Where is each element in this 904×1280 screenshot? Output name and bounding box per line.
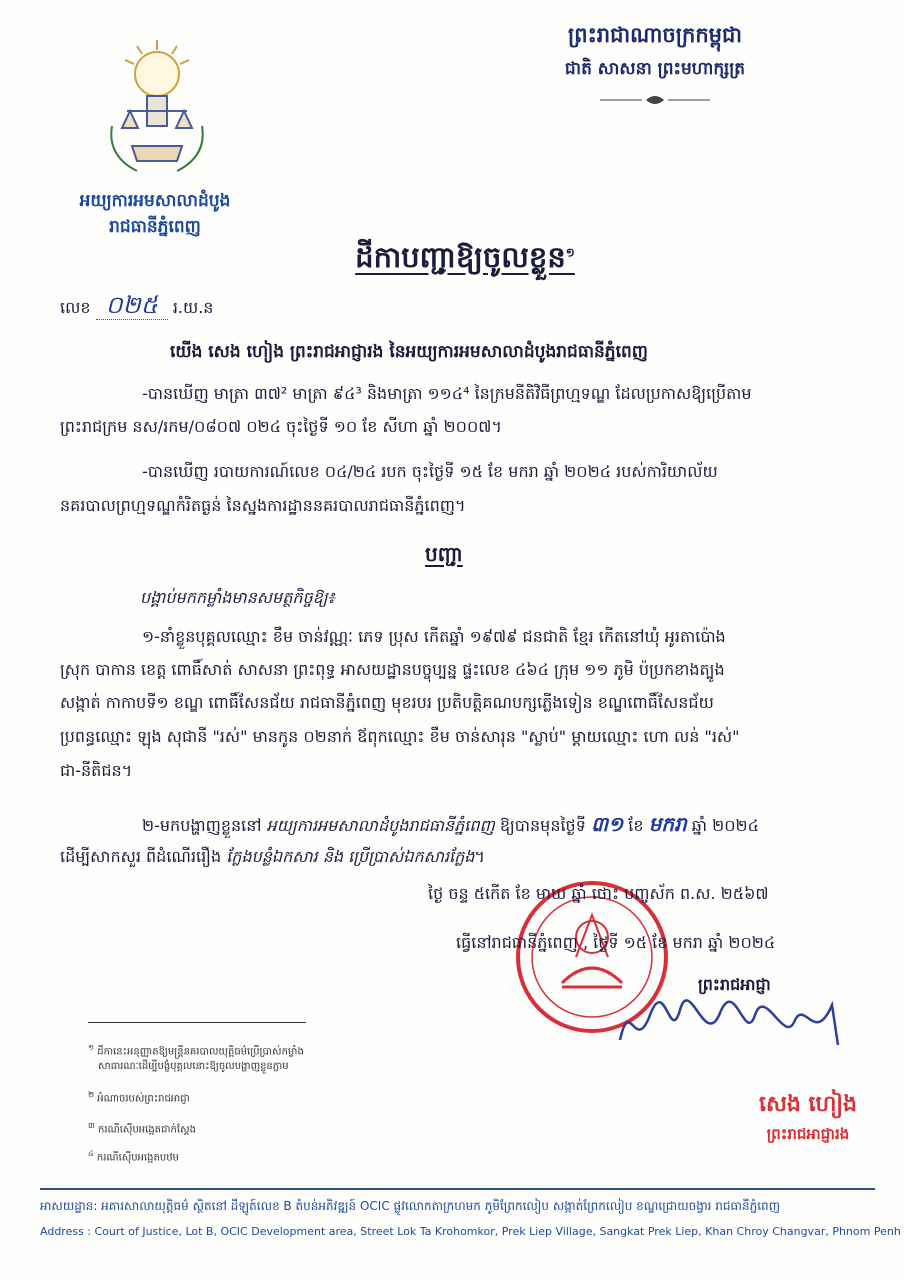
court-crest-emblem [92, 36, 222, 186]
footnote-3-mark: ៣ [88, 1121, 95, 1130]
footnote-2-text: អំណាចរបស់ព្រះរាជអាជ្ញា [97, 1093, 190, 1105]
footer-address-english: Address : Court of Justice, Lot B, OCIC Development area, Street Lok Ta Krohomkor, Prek Liep Village, Sangkat Prek Liep, Khan Chroy Changvar, Phnom Penh [40, 1225, 901, 1238]
footer-address-khmer: អាសយដ្ឋាន: អគារសាលាយុត្តិធម៌ ស្ថិតនៅ ដីឡូត៍លេខ B តំបន់អភិវឌ្ឍន៍ OCIC ផ្លូវលោកតាក្រហមក ភូមិព្រែកលៀប សង្កាត់ព្រែកលៀប ខណ្ឌជ្រោយចង្វារ រាជធានីភ្នំពេញ [40, 1199, 781, 1213]
footnote-3-text: ករណីស៊ើបអង្កេតជាក់ស្តែង [98, 1124, 196, 1136]
item1-line4: ប្រពន្ធឈ្មោះ ឡុង សុជានី "រស់" មានកូន ០២នាក់ ឪពុកឈ្មោះ ខឹម ចាន់សារុន "ស្លាប់" ម្តាយឈ្មោះ ហោ លន់ "រស់" [60, 727, 740, 746]
ornament-divider [600, 92, 710, 108]
item2-line1-a: ២-មកបង្ហាញខ្លួននៅ [142, 816, 262, 835]
court-name [50, 188, 260, 240]
footnote-4 [88, 1146, 179, 1165]
item2-day-handwritten: ៣១ [590, 812, 624, 836]
footnote-3 [88, 1118, 196, 1137]
issuer-line: យើង សេង ហៀង ព្រះរាជអាជ្ញារង នៃអយ្យការអមសាលាដំបូងរាជធានីភ្នំពេញ [170, 342, 648, 362]
footnote-1 [88, 1040, 304, 1074]
court-name-line2: រាជធានីភ្នំពេញ [109, 217, 201, 237]
footnote-divider [88, 1022, 306, 1023]
signer-role: ព្រះរាជអាជ្ញា [698, 975, 771, 994]
order-heading: បញ្ជា [425, 542, 463, 566]
item2-court: អយ្យការអមសាលាដំបូងរាជធានីភ្នំពេញ [266, 816, 495, 835]
item1-line1: ១-នាំខ្លួនបុគ្គលឈ្មោះ ខឹម ចាន់វណ្ណៈ ភេទ ប្រុស កើតឆ្នាំ ១៩៧៩ ជនជាតិ ខ្មែរ កើតនៅឃុំ អូរតាប៉ោង [142, 627, 726, 646]
title-footnote-mark: ១ [565, 245, 575, 260]
footnote-2-mark: ២ [88, 1090, 95, 1099]
footnote-2 [88, 1087, 190, 1106]
ref-suffix: រ.យ.ន [172, 298, 214, 317]
seen2-line2: នគរបាលព្រហ្មទណ្ឌកំរិតធ្ងន់ នៃស្នងការដ្ឋាននគរបាលរាជធានីភ្នំពេញ។ [60, 496, 466, 515]
lunar-date: ថ្ងៃ ចន្ទ ៥កើត ខែ មាឃ ឆ្នាំ ថោះ បញ្ចស័ក ព.ស. ២៥៦៧ [428, 884, 769, 903]
seen1-line1: -បានឃើញ មាត្រា ៣៧² មាត្រា ៩៤³ និងមាត្រា ១១៤⁴ នៃក្រមនីតិវិធីព្រហ្មទណ្ឌ ដែលប្រកាសឱ្យប្រើតាម [142, 384, 752, 403]
document-title-text: ដីកាបញ្ជាឱ្យចូលខ្លួន [355, 240, 566, 274]
footnote-1-text-line2: សាធារណៈដើម្បីបង្ខំបុគ្គលនោះឱ្យចូលបង្ហាញខ្លួនភ្លាម [98, 1061, 289, 1073]
footnote-1-text-line1: ដីកានេះអនុញ្ញាតឱ្យមន្ត្រីនគរបាលយុត្តិធម៌ប្រើប្រាស់កម្លាំង [97, 1046, 304, 1058]
kingdom-title: ព្រះរាជាណាចក្រកម្ពុជា [567, 22, 742, 47]
seen2-line1: -បានឃើញ របាយការណ៍លេខ ០៤/២៤ របក ចុះថ្ងៃទី ១៥ ខែ មករា ឆ្នាំ ២០២៤ របស់ការិយាល័យ [142, 462, 718, 481]
item1-line3: សង្កាត់ កាកាបទី១ ខណ្ឌ ពោធិ៍សែនជ័យ រាជធានីភ្នំពេញ មុខរបរ ប្រតិបត្តិគណបក្សភ្លើងទៀន ខណ្ឌពោធិ៍សែនជ័យ [60, 693, 714, 712]
item2-month-label: ខែ [628, 816, 644, 835]
item1-line5: ជា-នីតិជន។ [60, 761, 133, 780]
item2-line2-a: ដើម្បីសាកសួរ ពីដំណើររឿង [60, 847, 222, 866]
national-motto: ជាតិ សាសនា ព្រះមហាក្សត្រ [564, 59, 746, 79]
place-and-date: ធ្វើនៅរាជធានីភ្នំពេញ , ថ្ងៃទី ១៥ ខែ មករា ឆ្នាំ ២០២៤ [456, 933, 776, 952]
footnote-4-mark: ៤ [88, 1149, 94, 1158]
signer-title-stamp: ព្រះរាជអាជ្ញារង [766, 1125, 850, 1143]
court-name-line1: អយ្យការអមសាលាដំបូង [79, 191, 231, 211]
seen1-line2: ព្រះរាជក្រម នស/រកម/០៨០៧ ០២៤ ចុះថ្ងៃទី ១០ ខែ សីហា ឆ្នាំ ២០០៧។ [60, 417, 502, 436]
footnote-4-text: ករណីស៊ើបអង្កេតបឋម [96, 1152, 179, 1164]
ref-number-handwritten: ០២៥ [96, 291, 168, 320]
item2-year: ឆ្នាំ ២០២៤ [691, 816, 759, 835]
footnote-1-mark: ១ [88, 1043, 95, 1052]
footer-divider [40, 1188, 875, 1190]
item2-line1-c: ឱ្យបានមុនថ្ងៃទី [499, 816, 586, 835]
ref-prefix: លេខ [60, 298, 91, 317]
item2-line2-c: ។ [474, 847, 485, 866]
signer-name-stamp: សេង ហៀង [758, 1091, 857, 1117]
order-intro: បង្គាប់មកកម្លាំងមានសមត្ថកិច្ចឱ្យ៖ [140, 588, 335, 607]
reference-number [60, 290, 213, 325]
handwritten-signature [610, 985, 850, 1065]
document-title [300, 240, 630, 282]
item2-line2 [60, 846, 485, 868]
item2-line1 [142, 813, 759, 837]
item2-month-handwritten: មករា [648, 812, 687, 836]
item1-line2: ស្រុក បាកាន ខេត្ត ពោធិ៍សាត់ សាសនា ព្រះពុទ្ធ អាសយដ្ឋានបច្ចុប្បន្ន ផ្ទះលេខ ៤៦៤ ក្រុម ១១ ភូមិ ប៉ប្រកខាងត្បូង [60, 660, 725, 679]
item2-offense: ក្លែងបន្លំឯកសារ និង ប្រើប្រាស់ឯកសារក្លែង [226, 847, 475, 866]
